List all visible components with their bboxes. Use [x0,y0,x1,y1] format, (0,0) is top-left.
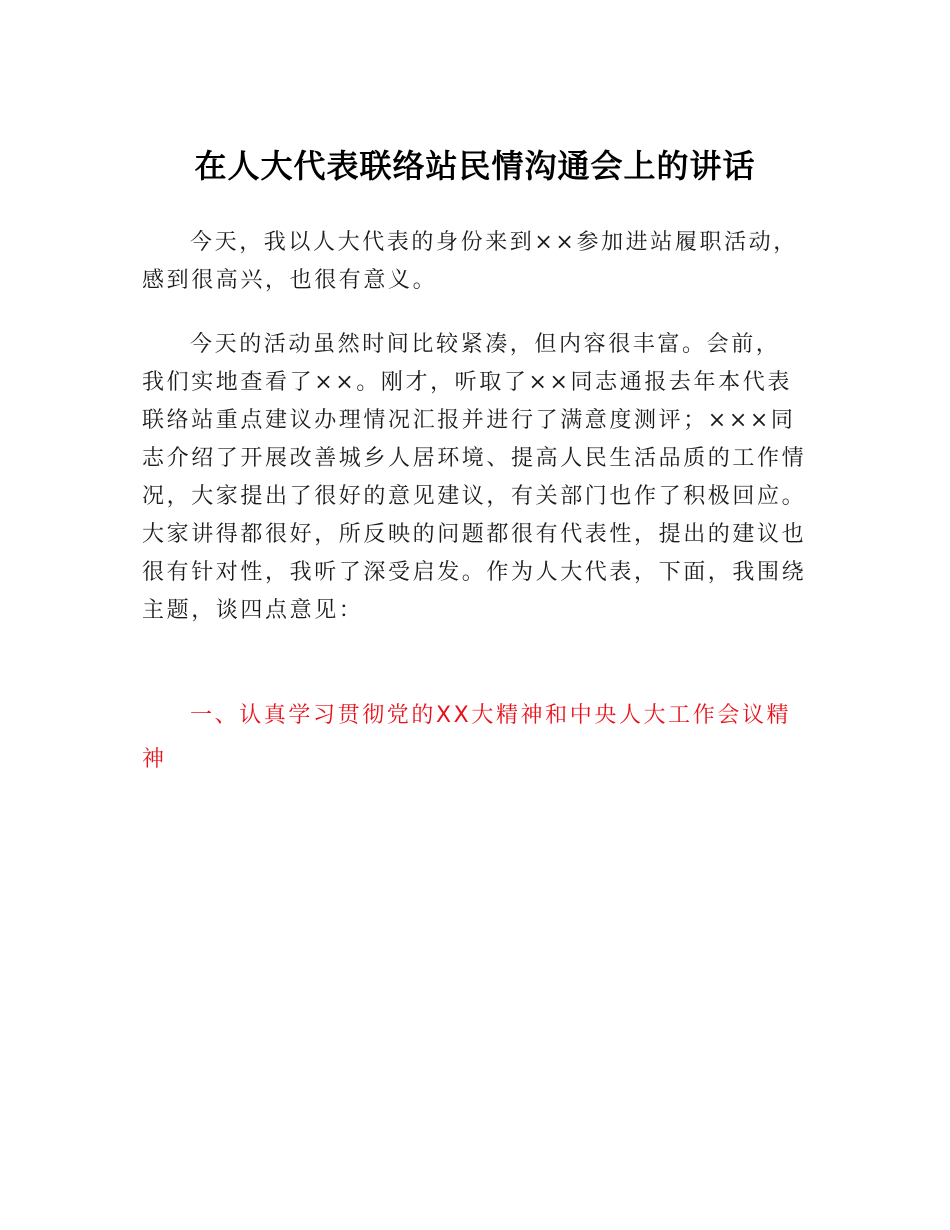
section-heading [142,694,810,782]
paragraph-line: 联络站重点建议办理情况汇报并进行了满意度测评；×××同 [142,408,796,433]
paragraph-line: 大家讲得都很好，所反映的问题都很有代表性，提出的建议也 [142,522,807,547]
paragraph-line: 今天的活动虽然时间比较紧凑，但内容很丰富。会前， [190,332,781,357]
paragraph-line: 主题，谈四点意见： [142,598,364,623]
paragraph-2 [142,326,810,630]
paragraph-line: 很有针对性，我听了深受启发。作为人大代表，下面，我围绕 [142,560,807,585]
paragraph-line: 今天，我以人大代表的身份来到××参加进站履职活动， [190,230,798,255]
document-title: 在人大代表联络站民情沟通会上的讲话 [194,147,756,185]
paragraph-line: 感到很高兴，也很有意义。 [142,268,438,293]
section-heading-line: 一、认真学习贯彻党的XX大精神和中央人大工作会议精 [190,703,792,728]
paragraph-line: 志介绍了开展改善城乡人居环境、提高人民生活品质的工作情 [142,446,807,471]
paragraph-line: 况，大家提出了很好的意见建议，有关部门也作了积极回应。 [142,484,807,509]
section-heading-line: 神 [142,747,167,772]
paragraph-1 [142,224,810,300]
paragraph-line: 我们实地查看了××。刚才，听取了××同志通报去年本代表 [142,370,792,395]
